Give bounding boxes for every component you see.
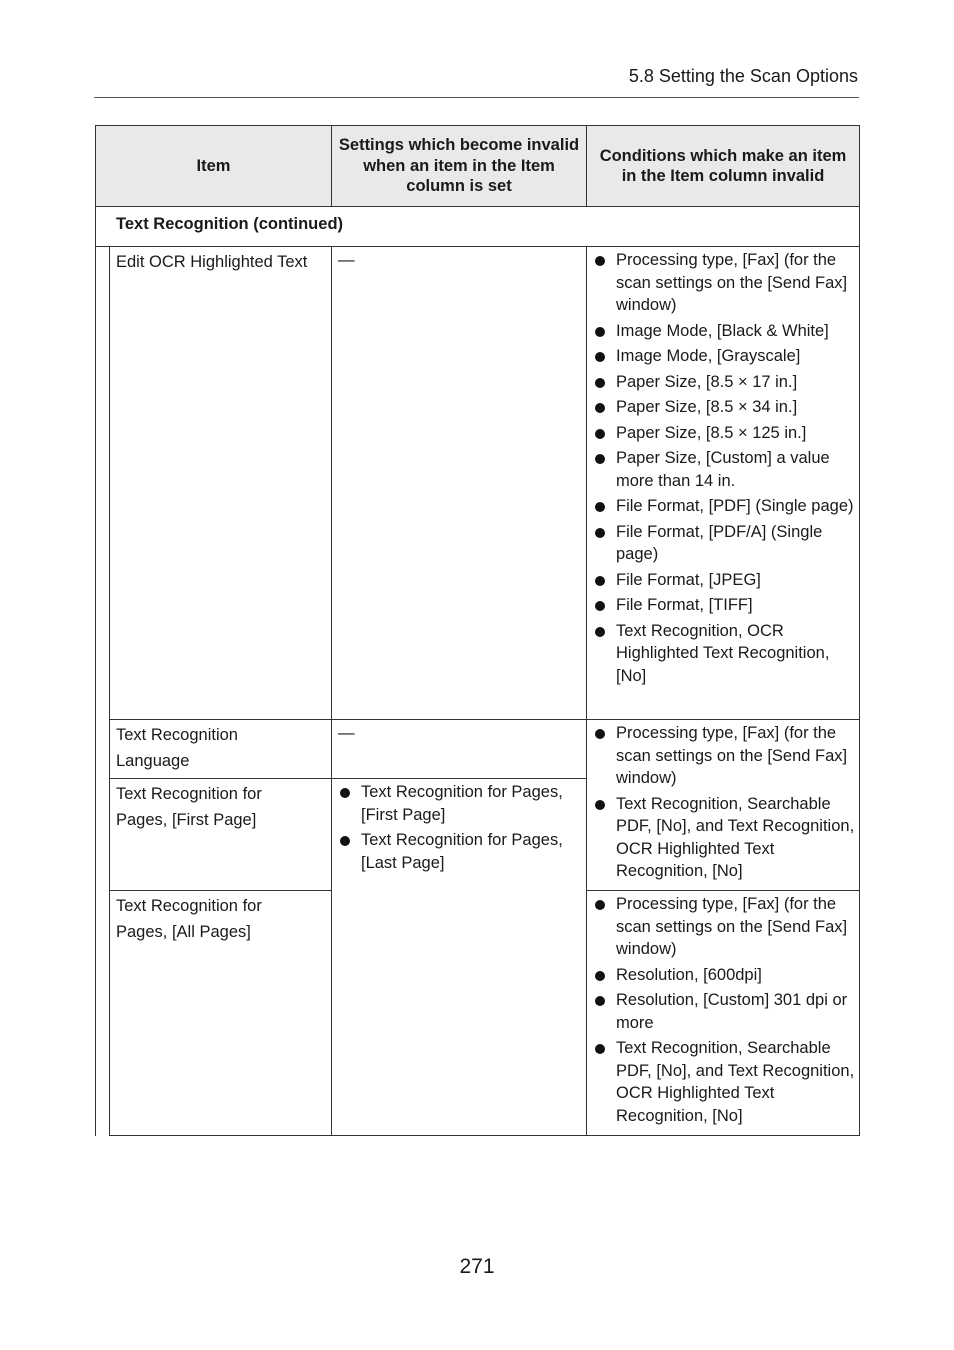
list-item: Text Recognition, Searchable PDF, [No], and Text Recognition, OCR Highlighted Text Recognition, [No]	[593, 793, 855, 883]
header-conditions-invalid: Conditions which make an item in the Item column invalid	[587, 126, 860, 207]
list-item: Paper Size, [8.5 × 17 in.]	[593, 371, 855, 394]
header-settings-invalid: Settings which become invalid when an item in the Item column is set	[332, 126, 587, 207]
item-label-line: Text Recognition for	[116, 785, 262, 803]
list-item: Processing type, [Fax] (for the scan settings on the [Send Fax] window)	[593, 722, 855, 790]
list-item: Resolution, [600dpi]	[593, 964, 855, 987]
settings-list	[338, 781, 582, 874]
settings-cell: —	[332, 720, 587, 779]
item-cell	[110, 720, 332, 779]
indent-cell	[96, 247, 110, 1136]
table-header-row	[96, 126, 860, 207]
section-header-title: 5.8 Setting the Scan Options	[628, 66, 858, 86]
conditions-cell	[587, 247, 860, 720]
list-item: Processing type, [Fax] (for the scan settings on the [Send Fax] window)	[593, 249, 855, 317]
section-row	[96, 207, 860, 247]
list-item: Resolution, [Custom] 301 dpi or more	[593, 989, 855, 1034]
list-item: Image Mode, [Black & White]	[593, 320, 855, 343]
settings-cell	[332, 779, 587, 1136]
scan-options-table	[95, 125, 860, 1136]
list-item: Paper Size, [8.5 × 125 in.]	[593, 422, 855, 445]
settings-cell: —	[332, 247, 587, 720]
section-label: Text Recognition (continued)	[96, 207, 860, 247]
item-label-line: Language	[116, 752, 190, 770]
conditions-cell	[587, 720, 860, 891]
list-item: Paper Size, [Custom] a value more than 14 in.	[593, 447, 855, 492]
item-label-line: Pages, [First Page]	[116, 811, 257, 829]
item-cell	[110, 247, 332, 720]
list-item: File Format, [JPEG]	[593, 569, 855, 592]
list-item: File Format, [PDF] (Single page)	[593, 495, 855, 518]
item-label: Edit OCR Highlighted Text	[116, 253, 308, 271]
conditions-list	[593, 893, 855, 1127]
list-item: Text Recognition for Pages, [Last Page]	[338, 829, 582, 874]
item-label-line: Text Recognition	[116, 726, 238, 744]
list-item: Paper Size, [8.5 × 34 in.]	[593, 396, 855, 419]
list-item: Image Mode, [Grayscale]	[593, 345, 855, 368]
table-row	[96, 720, 860, 779]
item-label-line: Pages, [All Pages]	[116, 923, 251, 941]
item-label-line: Text Recognition for	[116, 897, 262, 915]
page-number: 271	[459, 1255, 495, 1278]
conditions-list	[593, 249, 855, 687]
item-cell	[110, 891, 332, 1136]
list-item: File Format, [TIFF]	[593, 594, 855, 617]
item-cell	[110, 779, 332, 891]
list-item: File Format, [PDF/A] (Single page)	[593, 521, 855, 566]
conditions-list	[593, 722, 855, 883]
header-item: Item	[96, 126, 332, 207]
list-item: Text Recognition for Pages, [First Page]	[338, 781, 582, 826]
conditions-cell	[587, 891, 860, 1136]
list-item: Text Recognition, Searchable PDF, [No], and Text Recognition, OCR Highlighted Text Recognition, [No]	[593, 1037, 855, 1127]
header-rule	[94, 97, 859, 98]
list-item: Processing type, [Fax] (for the scan settings on the [Send Fax] window)	[593, 893, 855, 961]
table-row	[96, 247, 860, 720]
list-item: Text Recognition, OCR Highlighted Text Recognition, [No]	[593, 620, 855, 688]
